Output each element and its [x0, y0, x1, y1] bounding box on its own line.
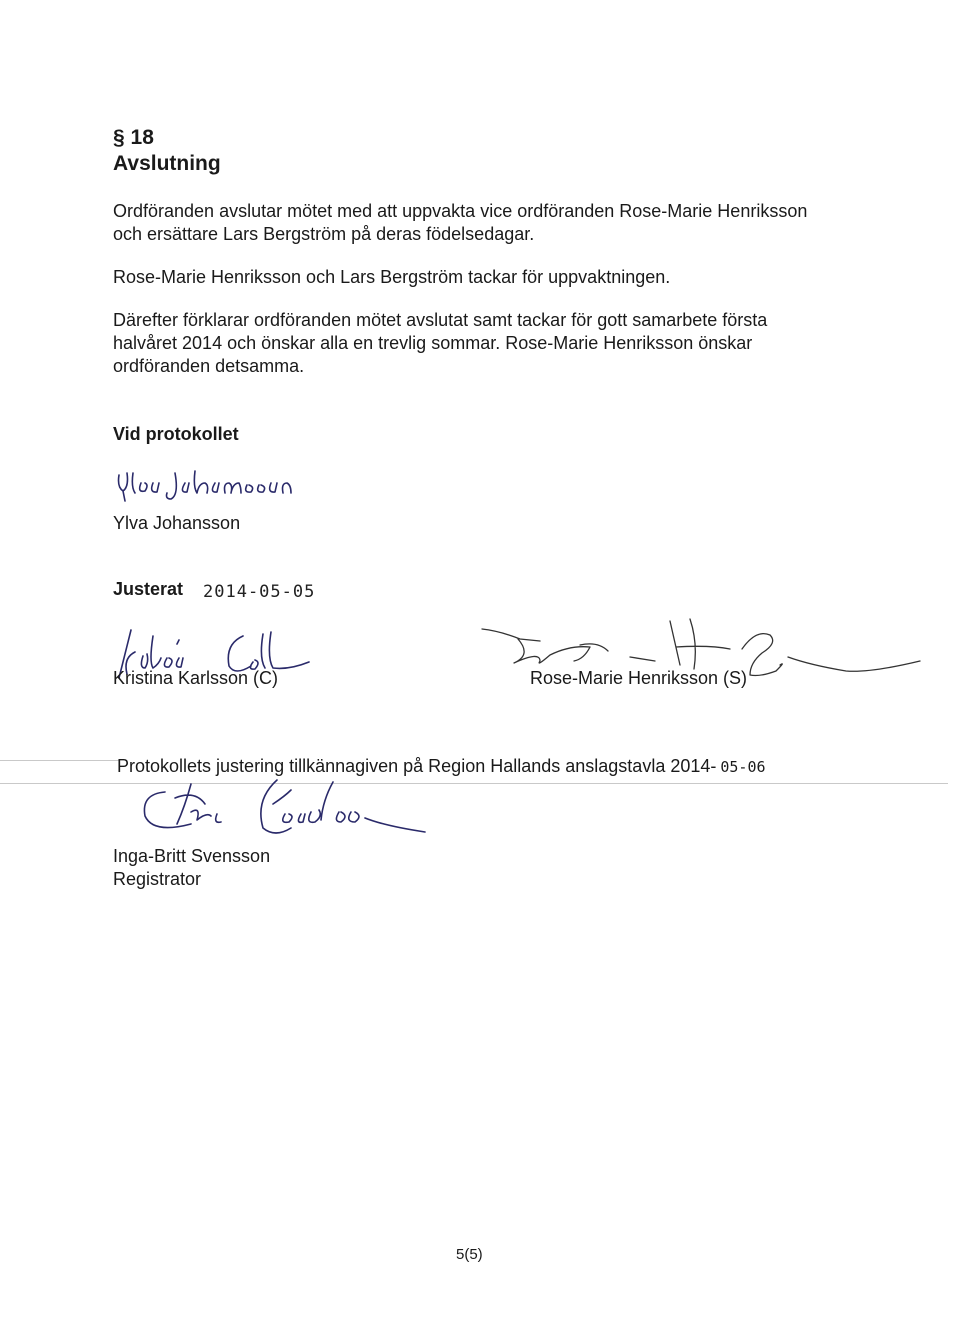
- secretary-name: Ylva Johansson: [113, 513, 241, 533]
- notice-text: Protokollets justering tillkännagiven på Region Hallands anslagstavla 2014-: [117, 756, 717, 776]
- paragraph-1: Ordföranden avslutar mötet med att uppvakta vice ordföranden Rose-Marie Henriksson och ersättare Lars Bergström på deras födelsedagar.: [113, 201, 808, 244]
- section-title: Avslutning: [113, 152, 221, 175]
- signer-rose-marie: Rose-Marie Henriksson (S): [530, 668, 748, 688]
- section-number: § 18: [113, 126, 154, 149]
- ylva-signature: [113, 465, 313, 505]
- publication-notice: [117, 756, 766, 777]
- registrator-role: Registrator: [113, 869, 202, 889]
- notice-rule-top: [0, 760, 120, 761]
- paragraph-2: Rose-Marie Henriksson och Lars Bergström tackar för uppvaktningen.: [113, 267, 671, 287]
- protocol-heading: Vid protokollet: [113, 424, 239, 444]
- adjusted-heading: Justerat: [113, 579, 184, 599]
- adjusted-date-stamp: 2014-05-05: [203, 582, 316, 602]
- notice-date-stamp: 05-06: [720, 758, 766, 776]
- registrator-name: Inga-Britt Svensson: [113, 846, 271, 866]
- paragraph-3: Därefter förklarar ordföranden mötet avslutat samt tackar för gott samarbete första halvåret 2014 och önskar alla en trevlig sommar. Rose-Marie Henriksson önskar ordföranden detsamma.: [113, 310, 768, 376]
- inga-britt-signature: [135, 776, 435, 851]
- page-number: 5(5): [456, 1246, 483, 1263]
- signer-kristina: Kristina Karlsson (C): [113, 668, 279, 688]
